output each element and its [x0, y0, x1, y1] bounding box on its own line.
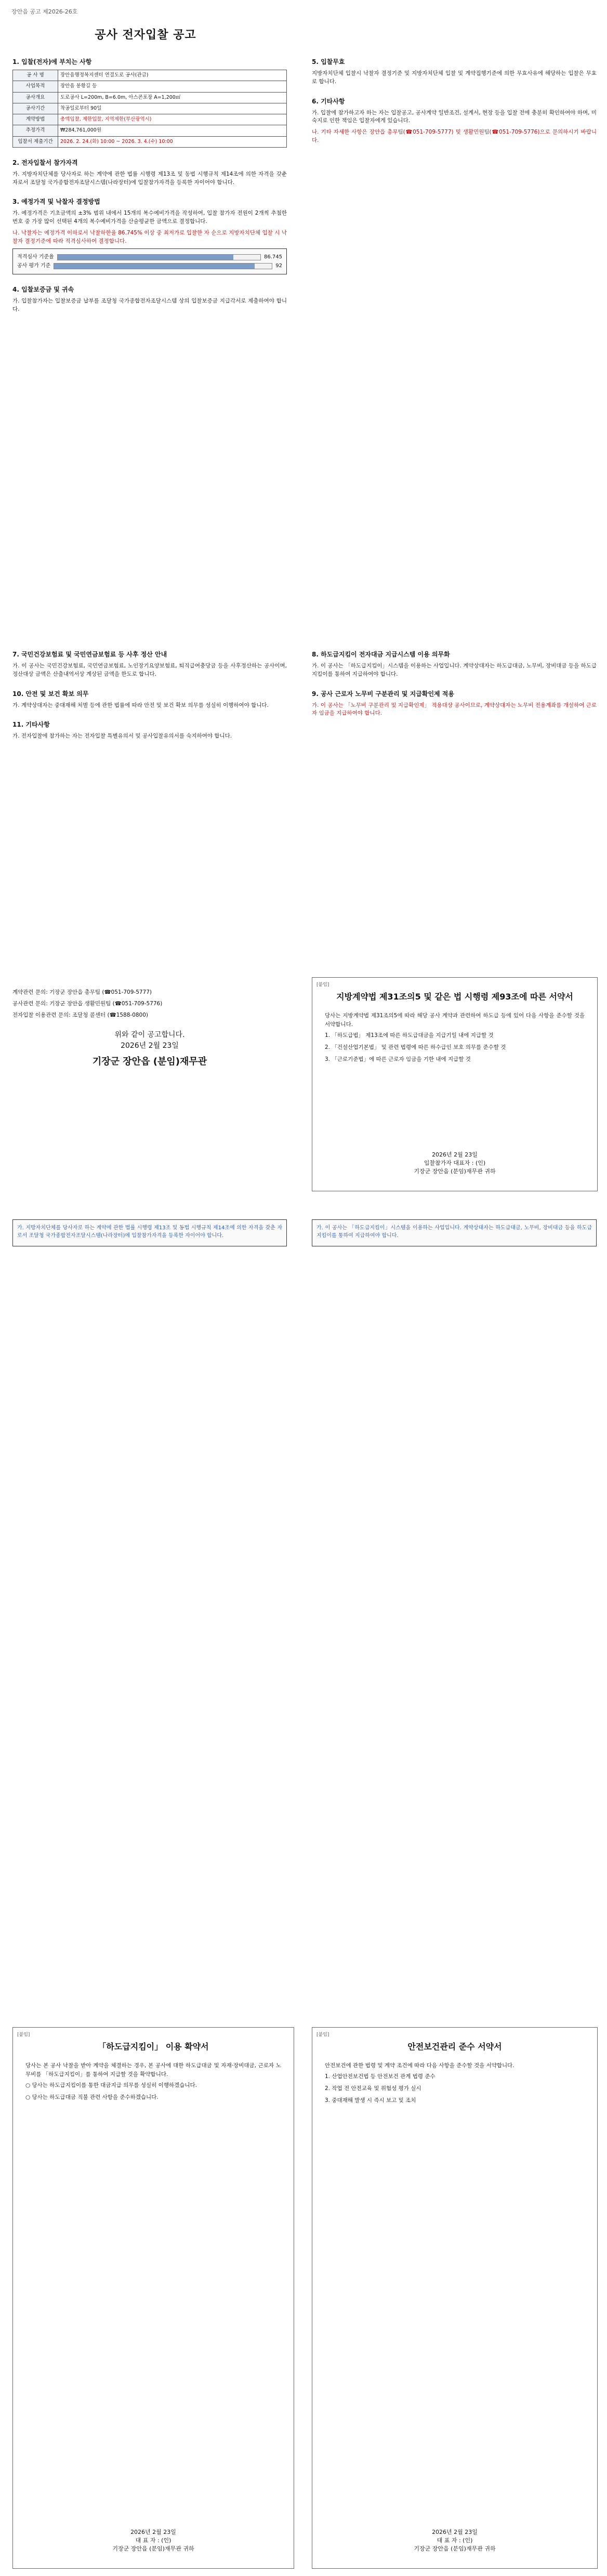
form-date: 2026년 2월 23일 — [432, 1151, 478, 1158]
table-row — [13, 81, 287, 92]
form-item: 2. 작업 전 안전교육 및 위험성 평가 실시 — [325, 2085, 421, 2092]
section-text: 가. 지방자치단체를 당사자로 하는 계약에 관한 법률 시행령 제13조 및 동법 시행규칙 제14조에 의한 자격을 갖춘 자로서 조달청 국가종합전자조달시스템(나라장터)에 입찰참가자격을 등록한 자이어야 합니다. — [12, 170, 287, 186]
form-title: 안전보건관리 준수 서약서 — [407, 2042, 502, 2052]
section-text: 나. 낙찰자는 예정가격 이하로서 낙찰하한율 86.745% 이상 중 최저가로 입찰한 자 순으로 지방자치단체 입찰 시 낙찰자 결정기준에 따라 적격심사하여 결정합니다. — [12, 229, 287, 244]
cell-key: 입찰서 제출기간 — [13, 136, 58, 147]
section-text: 가. 이 공사는 「하도급지킴이」시스템을 이용하는 사업입니다. 계약상대자는 하도급대금, 노무비, 장비대금 등을 하도급지킴이를 통하여 지급하여야 합니다. — [312, 663, 597, 677]
section-text: 가. 계약상대자는 중대재해 처벌 등에 관한 법률에 따라 안전 및 보건 확보 의무를 성실히 이행하여야 합니다. — [12, 702, 269, 708]
section-heading: 9. 공사 근로자 노무비 구분관리 및 지급확인제 적용 — [312, 690, 454, 698]
right-column-lower — [312, 645, 597, 721]
form-sign: 입찰참가자 대표자 : (인) — [424, 1160, 486, 1166]
table-row — [13, 136, 287, 147]
section-heading: 11. 기타사항 — [12, 721, 50, 729]
form-tag: [붙임] — [17, 2032, 30, 2038]
form-item: 3. 중대재해 발생 시 즉시 보고 및 조치 — [325, 2097, 416, 2104]
page2-right — [312, 1216, 597, 1250]
form-to: 기장군 장안읍 (분임)재무관 귀하 — [414, 2545, 496, 2552]
cell-key: 공사개요 — [13, 92, 58, 103]
signoff-line: 위와 같이 공고합니다. — [114, 1031, 185, 1040]
page-title: 공사 전자입찰 공고 — [95, 29, 196, 42]
contact-line: 공사관련 문의: 기장군 장안읍 생활민원팀 (☎051-709-5776) — [12, 1000, 163, 1007]
section-heading: 5. 입찰무효 — [312, 58, 345, 65]
cell-key: 공 사 명 — [13, 70, 58, 81]
cell-value: 2026. 2. 24.(화) 10:00 ~ 2026. 3. 4.(수) 10:00 — [58, 136, 287, 147]
section-heading: 4. 입찰보증금 및 귀속 — [12, 286, 74, 294]
cell-value: 총액입찰, 제한입찰, 지역제한(부산광역시) — [58, 114, 287, 125]
form-date: 2026년 2월 23일 — [130, 2529, 176, 2535]
safety-pledge-form — [312, 2027, 598, 2569]
contact-line: 전자입찰 이용관련 문의: 조달청 콜센터 (☎1588-0800) — [12, 1011, 149, 1018]
form-to: 기장군 장안읍 (분임)재무관 귀하 — [414, 1168, 496, 1175]
rate-bar-label: 공사 평가 기준 — [17, 263, 51, 269]
section-text: 가. 입찰참가자는 입찰보증금 납부를 조달청 국가종합전자조달시스템 상의 입찰보증금 지급각서로 제출하여야 합니다. — [12, 298, 287, 312]
cell-value: 장안읍 봉황길 등 — [58, 81, 287, 92]
section-text: 나. 기타 자세한 사항은 장안읍 총무팀(☎051-709-5777) 및 생활민원팀(☎051-709-5776)으로 문의하시기 바랍니다. — [312, 129, 597, 143]
table-row — [13, 70, 287, 81]
section-heading: 6. 기타사항 — [312, 97, 345, 105]
notice-box — [12, 1219, 287, 1246]
doc-header: 장안읍 공고 제2026-26호 — [11, 8, 78, 15]
rate-bar-value: 86.745 — [264, 254, 282, 260]
signoff-org: 기장군 장안읍 (분임)재무관 — [92, 1056, 207, 1068]
cell-key: 계약방법 — [13, 114, 58, 125]
page-3 — [0, 2017, 607, 2576]
contact-line: 계약관련 문의: 기장군 장안읍 총무팀 (☎051-709-5777) — [12, 989, 152, 995]
rate-bar-row — [17, 253, 282, 261]
cell-key: 사업목적 — [13, 81, 58, 92]
form-text: 안전보건에 관한 법령 및 계약 조건에 따라 다음 사항을 준수할 것을 서약합니다. — [325, 2062, 514, 2069]
rate-bar-track — [54, 263, 272, 269]
rate-bar-row — [17, 262, 282, 270]
section-text: 가. 입찰에 참가하고자 하는 자는 입찰공고, 공사계약 일반조건, 설계서, 현장 등을 입찰 전에 충분히 확인하여야 하며, 미숙지로 인한 책임은 입찰자에게 있습니다. — [312, 109, 597, 124]
section-heading: 2. 전자입찰서 참가자격 — [12, 159, 78, 166]
form-foot — [312, 1150, 597, 1175]
cell-value: 도로공사 L=200m, B=6.0m, 아스콘포장 A=1,200㎡ — [58, 92, 287, 103]
form-text: 당사는 본 공사 낙찰을 받아 계약을 체결하는 경우, 본 공사에 대한 하도급대금 및 자재·장비대금, 근로자 노무비를 「하도급지킴이」를 통하여 지급할 것을 확약합니다. — [25, 2062, 281, 2078]
rate-bar-track — [57, 254, 261, 260]
form-item: 2. 「건설산업기본법」 및 관련 법령에 따른 하수급인 보호 의무를 준수할 것 — [325, 1044, 506, 1050]
form-tag: [붙임] — [316, 2032, 329, 2038]
section-heading: 1. 입찰(전자)에 부치는 사항 — [12, 58, 92, 65]
rate-bars — [12, 248, 287, 274]
signoff — [12, 1030, 287, 1069]
rate-bar-label: 적격심사 기준율 — [17, 254, 54, 260]
section-heading: 3. 예정가격 및 낙찰자 결정방법 — [12, 198, 100, 206]
form-sign: 대 표 자 : (인) — [135, 2537, 171, 2544]
form-foot — [13, 2528, 294, 2553]
section-heading: 10. 안전 및 보건 확보 의무 — [12, 690, 89, 698]
cell-key: 추정가격 — [13, 125, 58, 136]
notice-box — [312, 1219, 597, 1246]
table-row — [13, 114, 287, 125]
right-column — [312, 52, 597, 148]
rate-bar-fill — [58, 255, 233, 260]
signoff-date: 2026년 2월 23일 — [121, 1042, 179, 1050]
form-date: 2026년 2월 23일 — [432, 2529, 478, 2535]
form-item: ○ 당사는 하도급지킴이를 통한 대금지급 의무를 성실히 이행하겠습니다. — [25, 2082, 197, 2088]
rate-bar-fill — [54, 264, 254, 269]
form-item: 1. 산업안전보건법 등 안전보건 관계 법령 준수 — [325, 2073, 436, 2080]
form-title: 「하도급지킴이」 이용 확약서 — [98, 2042, 209, 2052]
section-text: 지방자치단체 입찰시 낙찰자 결정기준 및 지방자치단체 입찰 및 계약집행기준에 의한 무효사유에 해당하는 입찰은 무효로 합니다. — [312, 70, 597, 85]
form-item: ○ 당사는 하도급대금 직불 관련 사항을 준수하겠습니다. — [25, 2094, 159, 2100]
section-text: 가. 전자입찰에 참가하는 자는 전자입찰 특별유의서 및 공사입찰유의서를 숙지하여야 합니다. — [12, 733, 232, 740]
notice-text: 가. 이 공사는 「하도급지킴이」시스템을 이용하는 사업입니다. 계약상대자는 하도급대금, 노무비, 장비대금 등을 하도급지킴이를 통하여 지급하여야 합니다. — [316, 1225, 592, 1239]
bid-info-table — [12, 70, 287, 148]
page2-left — [12, 1216, 287, 1250]
rate-bar-value: 92 — [275, 263, 282, 269]
form-sign: 대 표 자 : (인) — [437, 2537, 473, 2544]
cell-value: ₩284,761,000원 — [58, 125, 287, 136]
section-text: 가. 이 공사는 국민건강보험료, 국민연금보험료, 노인장기요양보험료, 퇴직급여충당금 등을 사후정산하는 공사이며, 정산대상 금액은 산출내역서상 계상된 금액을 한도로 합니다. — [12, 663, 287, 677]
form-title: 지방계약법 제31조의5 및 같은 법 시행령 제93조에 따른 서약서 — [336, 992, 573, 1002]
page-2 — [0, 1195, 607, 1996]
section-text: 가. 예정가격은 기초금액의 ±3% 범위 내에서 15개의 복수예비가격을 작성하여, 입찰 참가자 전원이 2개씩 추첨한 번호 중 가장 많이 선택된 4개의 복수예비가격을 산술평균한 금액으로 결정합니다. — [12, 210, 287, 225]
cell-key: 공사기간 — [13, 103, 58, 114]
form-text: 당사는 지방계약법 제31조의5에 따라 해당 공사 계약과 관련하여 하도급 등에 있어 다음 사항을 준수할 것을 서약합니다. — [325, 1013, 585, 1028]
left-column-lower — [12, 645, 287, 744]
section-heading: 7. 국민건강보험료 및 국민연금보험료 등 사후 정산 안내 — [12, 651, 167, 658]
cell-value: 장안읍행정복지센터 연결도로 공사(관급) — [58, 70, 287, 81]
form-to: 기장군 장안읍 (분임)재무관 귀하 — [112, 2545, 194, 2552]
pledge-form-a — [312, 977, 598, 1191]
contact-block — [12, 988, 287, 1069]
table-row — [13, 125, 287, 136]
subcontract-pledge-form — [12, 2027, 294, 2569]
cell-value: 착공일로부터 90일 — [58, 103, 287, 114]
left-column — [12, 52, 287, 317]
section-text: 가. 이 공사는 「노무비 구분관리 및 지급확인제」 적용대상 공사이므로, 계약상대자는 노무비 전용계좌를 개설하여 근로자 임금을 지급하여야 합니다. — [312, 702, 597, 717]
notice-text: 가. 지방자치단체를 당사자로 하는 계약에 관한 법률 시행령 제13조 및 동법 시행규칙 제14조에 의한 자격을 갖춘 자로서 조달청 국가종합전자조달시스템(나라장터)에 입찰참가자격을 등록한 자이어야 합니다. — [17, 1225, 282, 1239]
form-foot — [312, 2528, 597, 2553]
form-item: 3. 「근로기준법」에 따른 근로자 임금을 기한 내에 지급할 것 — [325, 1056, 471, 1062]
form-tag: [붙임] — [316, 982, 329, 988]
section-heading: 8. 하도급지킴이 전자대금 지급시스템 이용 의무화 — [312, 651, 450, 658]
page-1 — [0, 0, 607, 1195]
form-item: 1. 「하도급법」 제13조에 따른 하도급대금을 지급기일 내에 지급할 것 — [325, 1032, 494, 1039]
table-row — [13, 103, 287, 114]
table-row — [13, 92, 287, 103]
